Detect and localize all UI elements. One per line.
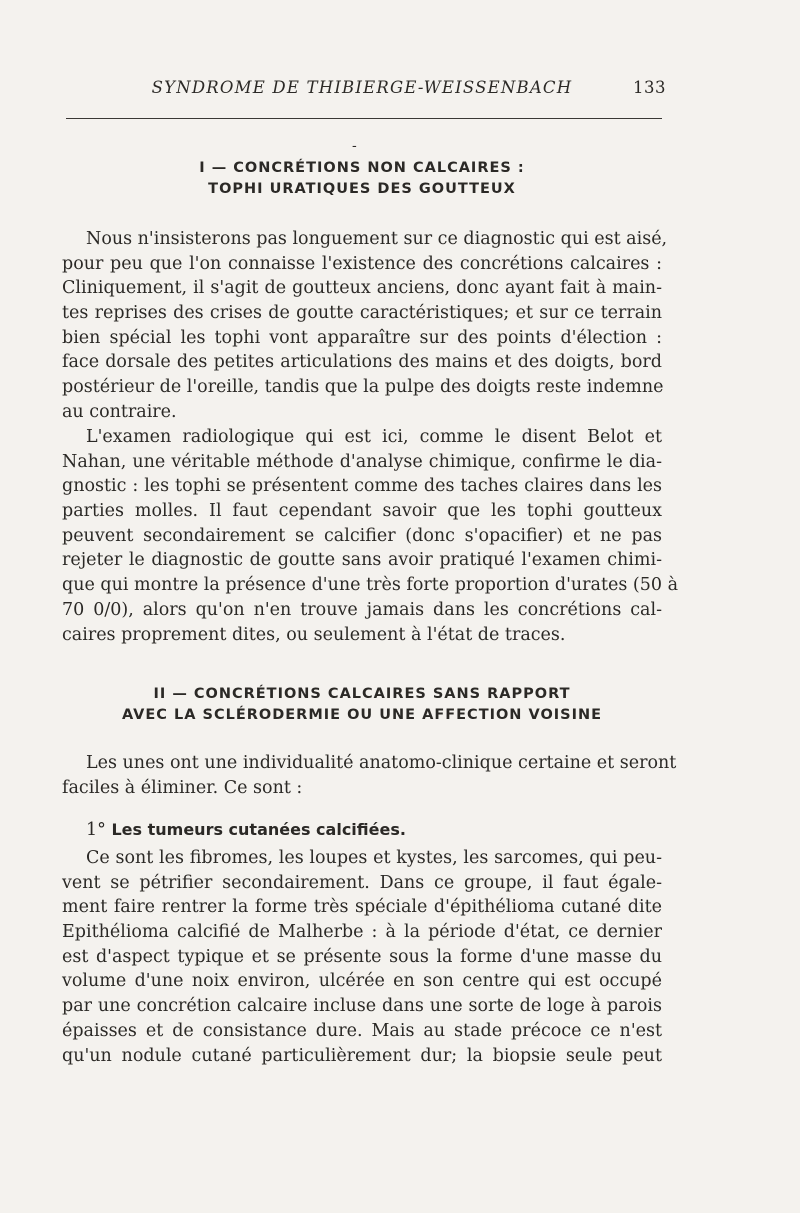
subsection-heading <box>62 820 662 840</box>
text-line: Ce sont les fibromes, les loupes et kystes, les sarcomes, qui peu- <box>86 848 662 868</box>
subsection-number: 1° <box>86 820 106 840</box>
section-2-paragraph-1 <box>62 751 677 800</box>
text-line: que qui montre la présence d'une très forte proportion d'urates (50 à <box>62 575 679 596</box>
text-line: rejeter le diagnostic de goutte sans avoir pratiqué l'examen chimi- <box>62 550 662 571</box>
text-line: L'examen radiologique qui est ici, comme le disent Belot et <box>86 427 662 447</box>
section-1-paragraph-1 <box>62 227 668 425</box>
text-line: tes reprises des crises de goutte caractéristiques; et sur ce terrain <box>62 303 662 324</box>
text-line: Epithélioma calcifié de Malherbe : à la période d'état, ce dernier <box>62 922 662 943</box>
text-line: pour peu que l'on connaisse l'existence des concrétions calcaires : <box>62 253 662 274</box>
page-number: 133 <box>633 78 666 97</box>
text-line: par une concrétion calcaire incluse dans une sorte de loge à parois <box>62 996 662 1017</box>
text-line: est d'aspect typique et se présente sous la forme d'une masse du <box>62 946 662 967</box>
text-line: qu'un nodule cutané particulièrement dur; la biopsie seule peut <box>62 1045 662 1066</box>
text-line: Nahan, une véritable méthode d'analyse chimique, confirme le dia- <box>62 451 662 472</box>
text-line: peuvent secondairement se calcifier (donc s'opacifier) et ne pas <box>62 525 662 546</box>
section-2-heading-line-1: II — CONCRÉTIONS CALCAIRES SANS RAPPORT <box>153 686 571 702</box>
text-line: au contraire. <box>62 401 177 422</box>
text-line: caires proprement dites, ou seulement à l'état de traces. <box>62 624 566 645</box>
text-line: gnostic : les tophi se présentent comme des taches claires dans les <box>62 476 662 497</box>
running-head <box>62 78 666 97</box>
text-line: ment faire rentrer la forme très spéciale d'épithélioma cutané dite <box>62 897 662 918</box>
text-line: postérieur de l'oreille, tandis que la pulpe des doigts reste indemne <box>62 377 664 398</box>
text-line: faciles à éliminer. Ce sont : <box>62 777 303 798</box>
header-rule <box>66 118 662 119</box>
section-1-paragraph-2 <box>62 425 679 647</box>
section-1-heading <box>62 158 662 200</box>
text-line: parties molles. Il faut cependant savoir que les tophi goutteux <box>62 501 662 522</box>
text-line: volume d'une noix environ, ulcérée en son centre qui est occupé <box>62 971 662 992</box>
section-2-paragraph-2 <box>62 846 662 1068</box>
running-head-title: SYNDROME DE THIBIERGE-WEISSENBACH <box>151 78 573 97</box>
text-line: Cliniquement, il s'agit de goutteux anciens, donc ayant fait à main- <box>62 278 662 299</box>
text-line: vent se pétrifier secondairement. Dans ce groupe, il faut égale- <box>62 872 662 893</box>
text-line: Les unes ont une individualité anatomo-clinique certaine et seront <box>86 753 677 773</box>
text-line: Nous n'insisterons pas longuement sur ce diagnostic qui est aisé, <box>86 229 668 249</box>
subsection-title: Les tumeurs cutanées calcifiées. <box>111 820 406 839</box>
text-line: épaisses et de consistance dure. Mais au stade précoce ce n'est <box>62 1020 662 1041</box>
section-1-heading-line-2: TOPHI URATIQUES DES GOUTTEUX <box>208 181 516 197</box>
ornament-dash: - <box>352 138 357 154</box>
text-line: face dorsale des petites articulations des mains et des doigts, bord <box>62 352 662 373</box>
section-2-heading-line-2: AVEC LA SCLÉRODERMIE OU UNE AFFECTION VOISINE <box>121 707 603 723</box>
text-line: 70 0/0), alors qu'on n'en trouve jamais dans les concrétions cal- <box>62 599 662 620</box>
section-1-heading-line-1: I — CONCRÉTIONS NON CALCAIRES : <box>199 160 525 176</box>
section-2-heading <box>62 684 662 726</box>
text-line: bien spécial les tophi vont apparaître sur des points d'élection : <box>62 327 662 348</box>
